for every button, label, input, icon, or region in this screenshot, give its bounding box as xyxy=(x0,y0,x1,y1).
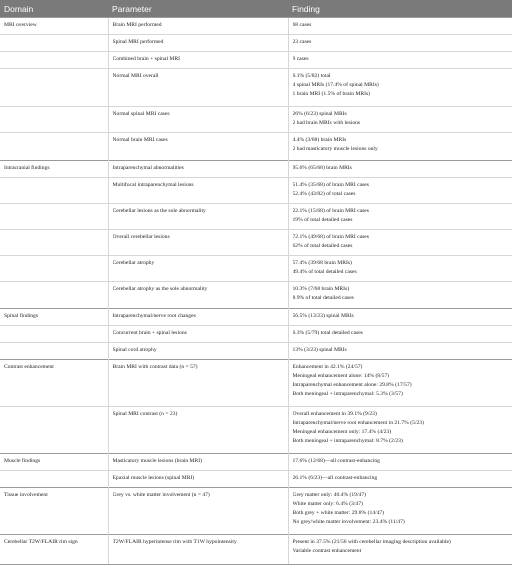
finding-line: 51.4% (35/68) of brain MRI cases xyxy=(292,182,369,188)
table-row xyxy=(0,204,512,230)
table-row xyxy=(0,52,512,69)
finding-line: Intraparenchymal enhancement alone: 29.8% (17/57) xyxy=(292,382,412,388)
parameter-label: Normal brain MRI cases xyxy=(112,137,168,143)
finding-cell xyxy=(288,161,512,178)
parameter-label: Intraparenchymal abnormalities xyxy=(112,165,184,171)
parameter-label: Spinal cord atrophy xyxy=(112,347,157,353)
table-row xyxy=(0,488,512,535)
table-row xyxy=(0,35,512,52)
finding-line: 13% (3/23) spinal MRIs xyxy=(292,347,347,353)
finding-cell xyxy=(288,471,512,488)
parameter-cell xyxy=(108,107,288,133)
domain-cell xyxy=(0,454,108,471)
finding-cell xyxy=(288,133,512,161)
parameter-cell xyxy=(108,309,288,326)
parameter-cell xyxy=(108,407,288,454)
finding-line: 26.1% (6/23)—all contrast-enhancing xyxy=(292,475,378,481)
finding-cell xyxy=(288,282,512,309)
finding-line: 6.3% (5/79) total detailed cases xyxy=(292,330,363,336)
finding-line: 4 spinal MRIs (17.4% of spinal MRIs) xyxy=(292,82,379,88)
domain-cell xyxy=(0,256,108,282)
finding-line: 19% of total detailed cases xyxy=(292,217,353,223)
domain-label: Muscle findings xyxy=(4,458,41,464)
domain-label: MRI overview xyxy=(4,22,37,28)
parameter-label: Spinal MRI contrast (n = 23) xyxy=(112,411,178,417)
domain-label: Tissue involvement xyxy=(4,492,48,498)
parameter-label: Normal MRI overall xyxy=(112,73,159,79)
finding-line: 8.9% of total detailed cases xyxy=(292,295,354,301)
parameter-cell xyxy=(108,161,288,178)
finding-cell xyxy=(288,230,512,256)
finding-line: 1 brain MRI (1.5% of brain MRIs) xyxy=(292,91,371,97)
domain-cell xyxy=(0,133,108,161)
finding-cell xyxy=(288,488,512,535)
finding-line: Overall enhancement in 39.1% (9/23) xyxy=(292,411,377,417)
domain-label: Intracranial findings xyxy=(4,165,50,171)
parameter-cell xyxy=(108,69,288,107)
finding-line: Both meningeal + intraparenchymal: 5.3% (3/57) xyxy=(292,391,403,397)
domain-cell xyxy=(0,69,108,107)
domain-cell xyxy=(0,535,108,565)
parameter-cell xyxy=(108,18,288,35)
domain-cell xyxy=(0,360,108,407)
finding-line: 9 cases xyxy=(292,56,309,62)
finding-cell xyxy=(288,535,512,565)
table-row xyxy=(0,343,512,360)
finding-cell xyxy=(288,343,512,360)
table-row xyxy=(0,69,512,107)
domain-cell xyxy=(0,230,108,256)
finding-cell xyxy=(288,178,512,204)
parameter-cell xyxy=(108,35,288,52)
domain-cell xyxy=(0,18,108,35)
finding-line: Grey matter only: 40.4% (19/47) xyxy=(292,492,366,498)
domain-cell xyxy=(0,282,108,309)
table-row xyxy=(0,133,512,161)
finding-line: 2 had masticatory muscle lesions only xyxy=(292,146,378,152)
domain-cell xyxy=(0,488,108,535)
parameter-cell xyxy=(108,535,288,565)
table-row xyxy=(0,230,512,256)
parameter-cell xyxy=(108,326,288,343)
parameter-label: Concurrent brain + spinal lesions xyxy=(112,330,187,336)
finding-line: No grey/white matter involvement: 23.4% (11/47) xyxy=(292,519,405,525)
parameter-cell xyxy=(108,204,288,230)
domain-label: Contrast enhancement xyxy=(4,364,54,370)
domain-cell xyxy=(0,52,108,69)
table-row xyxy=(0,178,512,204)
finding-line: Both meningeal + intraparenchymal: 8.7% (2/23) xyxy=(292,438,403,444)
table-row xyxy=(0,326,512,343)
parameter-label: Combined brain + spinal MRI xyxy=(112,56,180,62)
parameter-label: Cerebellar atrophy as the sole abnormality xyxy=(112,286,208,292)
finding-line: 52.4% (43/82) of total cases xyxy=(292,191,356,197)
parameter-cell xyxy=(108,471,288,488)
table-row xyxy=(0,471,512,488)
finding-line: Intraparenchymal/nerve root enhancement in 21.7% (5/23) xyxy=(292,420,424,426)
finding-cell xyxy=(288,18,512,35)
finding-line: 26% (6/23) spinal MRIs xyxy=(292,111,347,117)
table-row xyxy=(0,161,512,178)
parameter-cell xyxy=(108,52,288,69)
domain-cell xyxy=(0,178,108,204)
finding-cell xyxy=(288,360,512,407)
finding-line: 22.1% (15/68) of brain MRI cases xyxy=(292,208,369,214)
finding-cell xyxy=(288,107,512,133)
table-row xyxy=(0,282,512,309)
table-body xyxy=(0,18,512,565)
finding-line: Variable contrast enhancement xyxy=(292,548,362,554)
parameter-cell xyxy=(108,256,288,282)
parameter-label: Spinal MRI performed xyxy=(112,39,164,45)
table-row xyxy=(0,107,512,133)
parameter-cell xyxy=(108,133,288,161)
finding-cell xyxy=(288,204,512,230)
table-row xyxy=(0,309,512,326)
header-finding: Finding xyxy=(288,0,512,18)
table-row xyxy=(0,407,512,454)
domain-cell xyxy=(0,309,108,326)
parameter-label: Grey vs. white matter involvement (n = 47) xyxy=(112,492,210,498)
finding-cell xyxy=(288,326,512,343)
parameter-label: T2W/FLAIR hyperintense rim with T1W hypointensity xyxy=(112,539,237,545)
finding-line: 95.6% (65/68) brain MRIs xyxy=(292,165,352,171)
domain-label: Cerebellar T2W/FLAIR rim sign xyxy=(4,539,78,545)
finding-cell xyxy=(288,256,512,282)
finding-cell xyxy=(288,52,512,69)
finding-cell xyxy=(288,454,512,471)
finding-line: 17.6% (12/68)—all contrast-enhancing xyxy=(292,458,380,464)
finding-line: Meningeal enhancement only: 17.4% (4/23) xyxy=(292,429,392,435)
finding-line: 68 cases xyxy=(292,22,312,28)
finding-line: 10.3% (7/68 brain MRIs) xyxy=(292,286,350,292)
domain-label: Spinal findings xyxy=(4,313,39,319)
finding-line: Meningeal enhancement alone: 14% (8/57) xyxy=(292,373,390,379)
domain-cell xyxy=(0,204,108,230)
domain-cell xyxy=(0,407,108,454)
parameter-label: Brain MRI performed xyxy=(112,22,162,28)
table-row xyxy=(0,454,512,471)
table-header-row xyxy=(0,0,512,18)
parameter-cell xyxy=(108,178,288,204)
domain-cell xyxy=(0,471,108,488)
finding-cell xyxy=(288,309,512,326)
finding-line: 2 had brain MRIs with lesions xyxy=(292,120,361,126)
domain-cell xyxy=(0,107,108,133)
parameter-label: Masticatory muscle lesions (brain MRI) xyxy=(112,458,202,464)
parameter-label: Cerebellar atrophy xyxy=(112,260,155,266)
parameter-cell xyxy=(108,488,288,535)
finding-line: White matter only: 6.4% (3/47) xyxy=(292,501,363,507)
parameter-cell xyxy=(108,230,288,256)
finding-line: Both grey + white matter: 29.8% (14/47) xyxy=(292,510,385,516)
header-domain: Domain xyxy=(0,0,108,18)
parameter-cell xyxy=(108,454,288,471)
finding-line: 49.4% of total detailed cases xyxy=(292,269,357,275)
parameter-cell xyxy=(108,282,288,309)
parameter-label: Brain MRI with contrast data (n = 57) xyxy=(112,364,198,370)
finding-cell xyxy=(288,407,512,454)
finding-line: 57.4% (39/68 brain MRIs) xyxy=(292,260,352,266)
table-row xyxy=(0,360,512,407)
parameter-label: Epaxial muscle lesions (spinal MRI) xyxy=(112,475,195,481)
parameter-label: Intraparenchymal/nerve root changes xyxy=(112,313,196,319)
finding-line: 62% of total detailed cases xyxy=(292,243,353,249)
table-row xyxy=(0,535,512,565)
finding-line: 23 cases xyxy=(292,39,312,45)
table-row xyxy=(0,18,512,35)
domain-cell xyxy=(0,35,108,52)
parameter-label: Normal spinal MRI cases xyxy=(112,111,170,117)
finding-line: Enhancement in 42.1% (24/57) xyxy=(292,364,363,370)
finding-line: Present in 37.5% (21/56 with cerebellar imaging description available) xyxy=(292,539,451,545)
finding-cell xyxy=(288,69,512,107)
table-row xyxy=(0,256,512,282)
finding-line: 72.1% (49/68) of brain MRI cases xyxy=(292,234,369,240)
finding-line: 4.4% (3/68) brain MRIs xyxy=(292,137,347,143)
domain-cell xyxy=(0,326,108,343)
header-parameter: Parameter xyxy=(108,0,288,18)
domain-cell xyxy=(0,161,108,178)
parameter-label: Cerebellar lesions as the sole abnormality xyxy=(112,208,206,214)
parameter-label: Overall cerebellar lesions xyxy=(112,234,170,240)
finding-line: 6.1% (5/82) total xyxy=(292,73,331,79)
parameter-cell xyxy=(108,360,288,407)
domain-cell xyxy=(0,343,108,360)
finding-cell xyxy=(288,35,512,52)
finding-line: 56.5% (13/23) spinal MRIs xyxy=(292,313,354,319)
parameter-label: Multifocal intraparenchymal lesions xyxy=(112,182,194,188)
parameter-cell xyxy=(108,343,288,360)
